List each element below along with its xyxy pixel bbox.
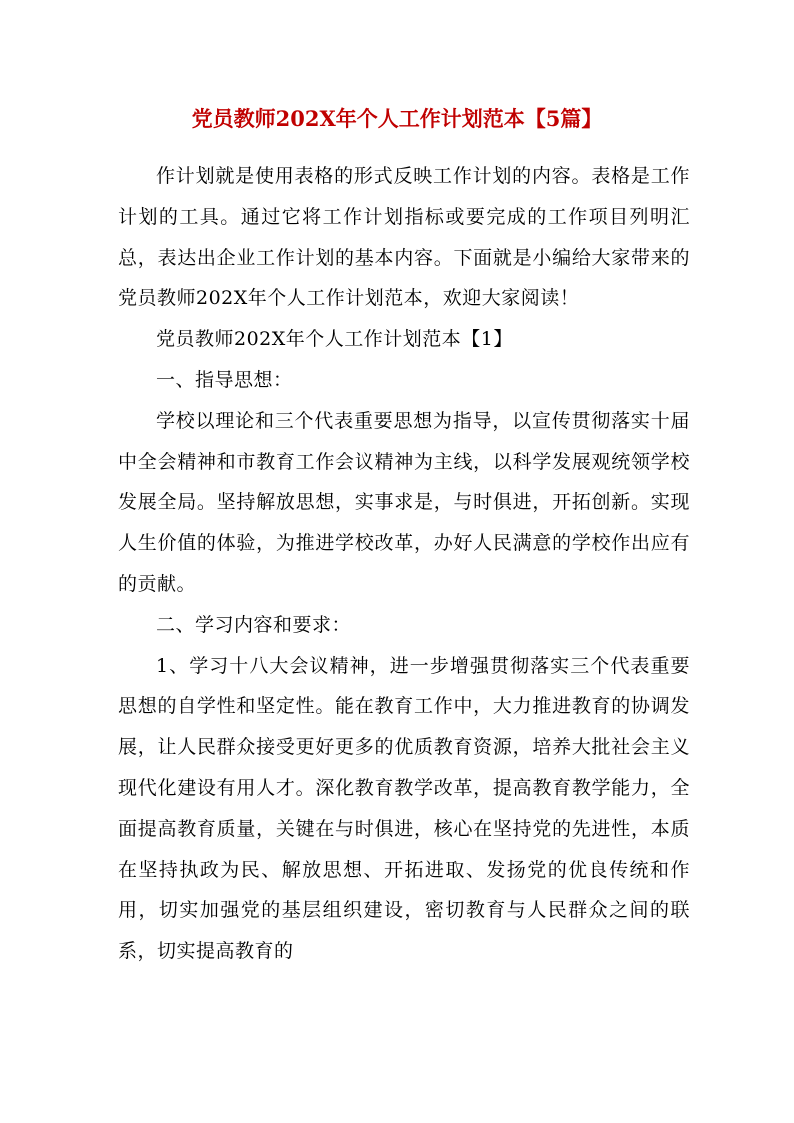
document-title: 党员教师202X年个人工作计划范本【5篇】 xyxy=(191,106,603,131)
guiding-ideology-paragraph: 学校以理论和三个代表重要思想为指导，以宣传贯彻落实十届中全会精神和市教育工作会议精神为主线，以科学发展观统领学校发展全局。坚持解放思想，实事求是，与时俱进，开拓创新。实现人生价值的体验，为推进学校改革，办好人民满意的学校作出应有的贡献。 xyxy=(118,409,690,595)
heading-study-content: 二、学习内容和要求： xyxy=(156,613,352,636)
study-item-1-paragraph: 1、学习十八大会议精神，进一步增强贯彻落实三个代表重要思想的自学性和坚定性。能在教育工作中，大力推进教育的协调发展，让人民群众接受更好更多的优质教育资源，培养大批社会主义现代化建设有用人才。深化教育教学改革，提高教育教学能力，全面提高教育质量，关键在与时俱进，核心在坚持党的先进性，本质在坚持执政为民、解放思想、开拓进取、发扬党的优良传统和作用，切实加强党的基层组织建设，密切教育与人民群众之间的联系，切实提高教育的 xyxy=(118,654,690,963)
section-heading-plan-1: 党员教师202X年个人工作计划范本【1】 xyxy=(156,328,513,351)
heading-guiding-ideology: 一、指导思想： xyxy=(156,368,293,391)
intro-paragraph: 作计划就是使用表格的形式反映工作计划的内容。表格是工作计划的工具。通过它将工作计划指标或要完成的工作项目列明汇总，表达出企业工作计划的基本内容。下面就是小编给大家带来的党员教师202X年个人工作计划范本，欢迎大家阅读！ xyxy=(118,165,690,310)
document-body xyxy=(118,156,690,972)
